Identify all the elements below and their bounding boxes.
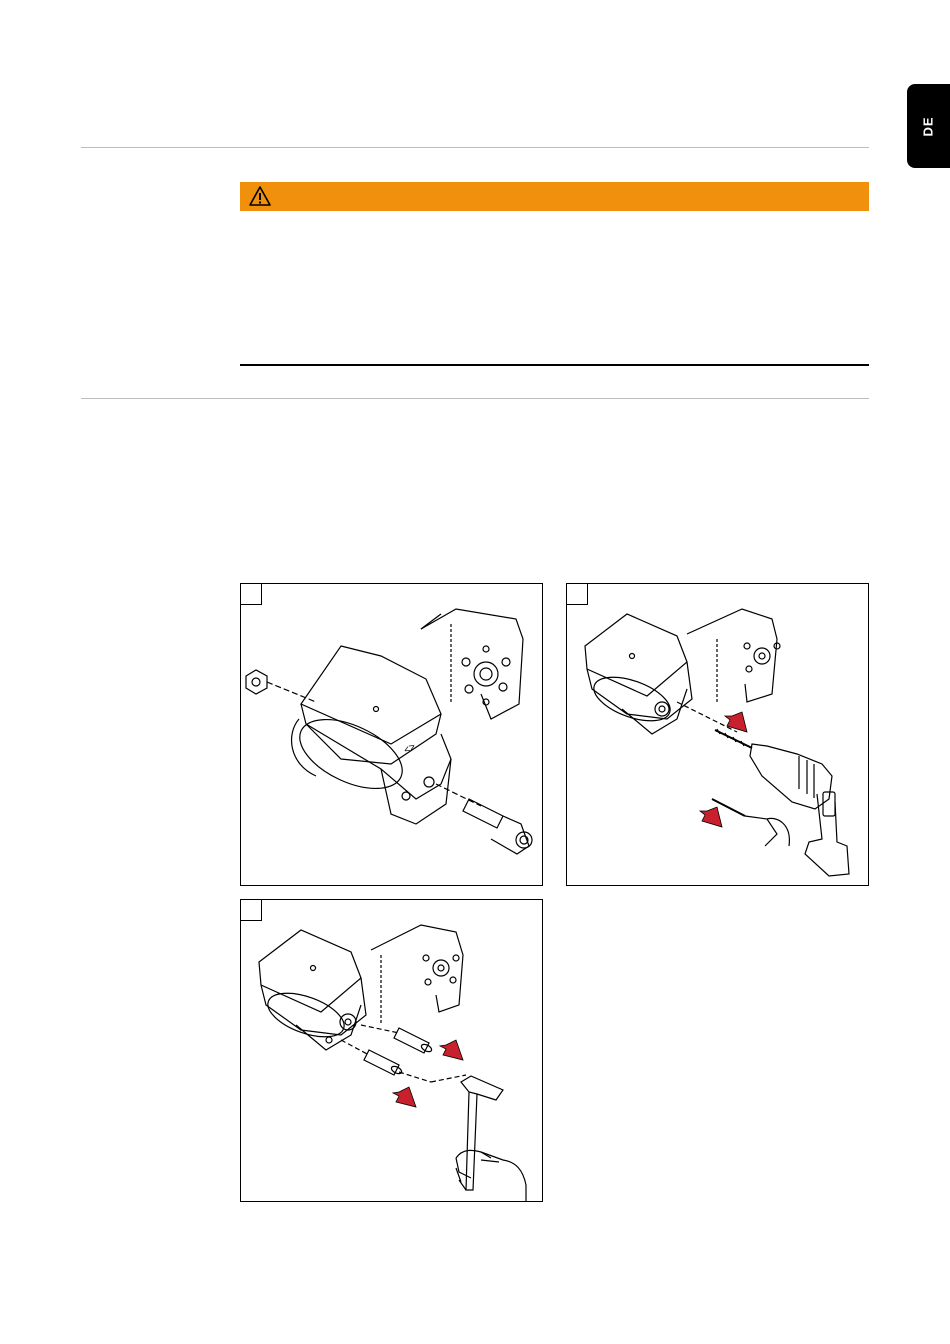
warning-end-rule — [240, 364, 869, 366]
step-number — [241, 584, 262, 605]
section-divider-bottom — [81, 398, 869, 399]
figure-step-3 — [240, 899, 543, 1202]
illustration-drill-hole — [567, 584, 869, 886]
section-divider-top — [81, 147, 869, 148]
language-tab-label: DE — [921, 115, 936, 137]
warning-banner — [240, 182, 869, 211]
figure-step-1 — [240, 583, 543, 886]
figure-step-2 — [566, 583, 869, 886]
svg-text:<>: <> — [402, 741, 418, 757]
step-number — [567, 584, 588, 605]
step-number — [241, 900, 262, 921]
illustration-insert-pins — [241, 900, 543, 1202]
language-tab[interactable] — [907, 84, 950, 168]
illustration-remove-bolt — [241, 584, 543, 886]
warning-triangle-icon — [249, 186, 271, 206]
